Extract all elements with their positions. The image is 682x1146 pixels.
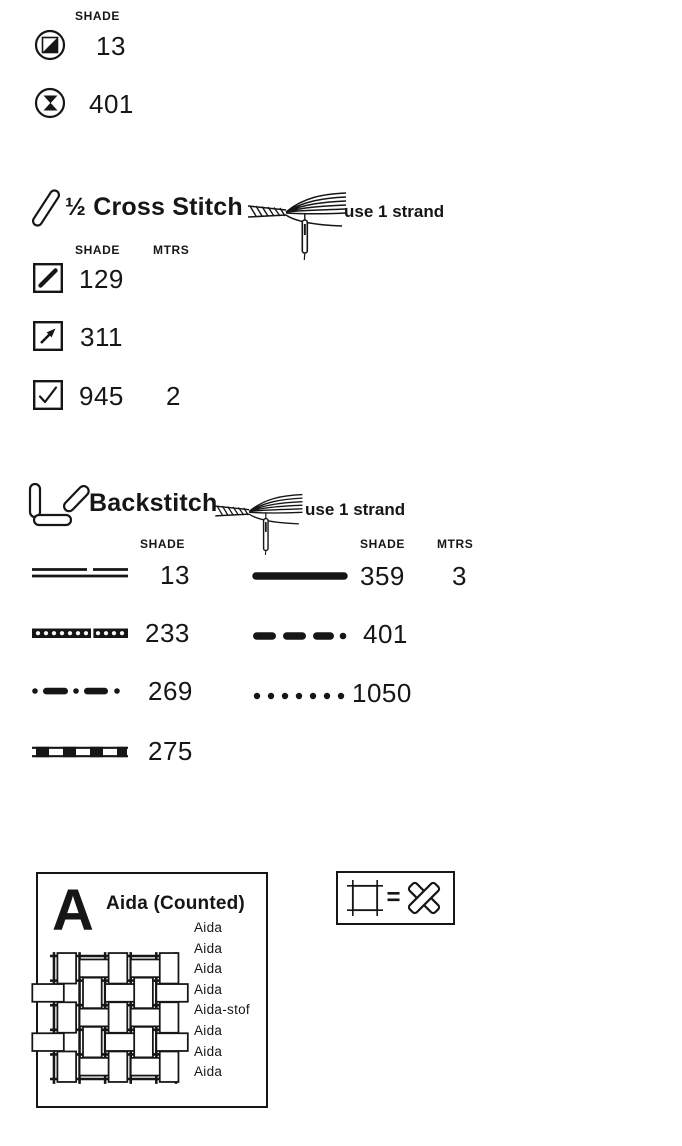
fabric-name: Aida [194, 1022, 223, 1038]
fabric-name-list [194, 918, 250, 1083]
thread-and-needle-illustration [246, 189, 346, 261]
fabric-name: Aida [194, 1064, 223, 1080]
circle-diagonal-half-square-icon [34, 29, 66, 61]
shade-value: 359 [360, 561, 405, 591]
grid-square-icon [347, 880, 383, 916]
shade-value: 401 [363, 619, 408, 649]
arrow-up-right-in-square-icon [33, 321, 63, 351]
backstitch-title: Backstitch [89, 489, 218, 517]
shade-value: 311 [80, 322, 123, 352]
aida-fabric-panel [36, 872, 268, 1108]
shade-value: 275 [148, 736, 193, 766]
strand-note: use 1 strand [305, 500, 406, 519]
slash-in-square-icon [33, 263, 63, 293]
line-swatch-bold-dashes [251, 626, 349, 646]
line-swatch-dotted-bar [30, 623, 130, 643]
cross-stitch-icon [404, 878, 444, 918]
shade-value: 1050 [352, 678, 412, 708]
line-swatch-thick-solid [251, 566, 349, 586]
shade-value: 13 [160, 560, 190, 590]
shade-column-header: SHADE [75, 243, 121, 257]
aida-panel-title: Aida (Counted) [106, 893, 245, 914]
shade-column-header: SHADE [140, 537, 186, 551]
shade-value: 269 [148, 676, 193, 706]
symbol-equivalence-box [336, 871, 455, 925]
shade-value: 13 [96, 31, 126, 61]
shade-value: 129 [79, 264, 124, 294]
circle-hourglass-icon [34, 87, 66, 119]
fabric-name: Aida [194, 961, 223, 977]
mtrs-value: 3 [452, 561, 467, 591]
shade-value: 945 [79, 381, 124, 411]
aida-weave-illustration [50, 956, 178, 1080]
fabric-name: Aida-stof [194, 1002, 250, 1018]
thread-and-needle-illustration [213, 491, 303, 555]
top-shade-header: SHADE [75, 9, 121, 23]
fabric-name: Aida [194, 981, 223, 997]
mtrs-column-header: MTRS [153, 243, 190, 257]
fabric-name: Aida [194, 920, 223, 935]
fabric-name: Aida [194, 1043, 223, 1059]
shade-column-header: SHADE [360, 537, 406, 551]
line-swatch-double-broken [30, 563, 130, 583]
line-swatch-dot-dash [30, 681, 130, 701]
line-swatch-dots [251, 686, 349, 706]
equals-sign: = [386, 884, 401, 911]
checkmark-in-square-icon [33, 380, 63, 410]
half-cross-stitch-title: ½ Cross Stitch [65, 193, 243, 221]
half-stitch-slash-icon [27, 186, 65, 230]
shade-value: 233 [145, 618, 190, 648]
fabric-name: Aida [194, 940, 223, 956]
fabric-letter: A [52, 878, 94, 943]
mtrs-column-header: MTRS [437, 537, 474, 551]
line-swatch-ladder-dash [30, 742, 130, 762]
shade-value: 401 [89, 89, 134, 119]
backstitch-icon [27, 482, 89, 528]
strand-note: use 1 strand [344, 202, 445, 221]
mtrs-value: 2 [166, 381, 181, 411]
